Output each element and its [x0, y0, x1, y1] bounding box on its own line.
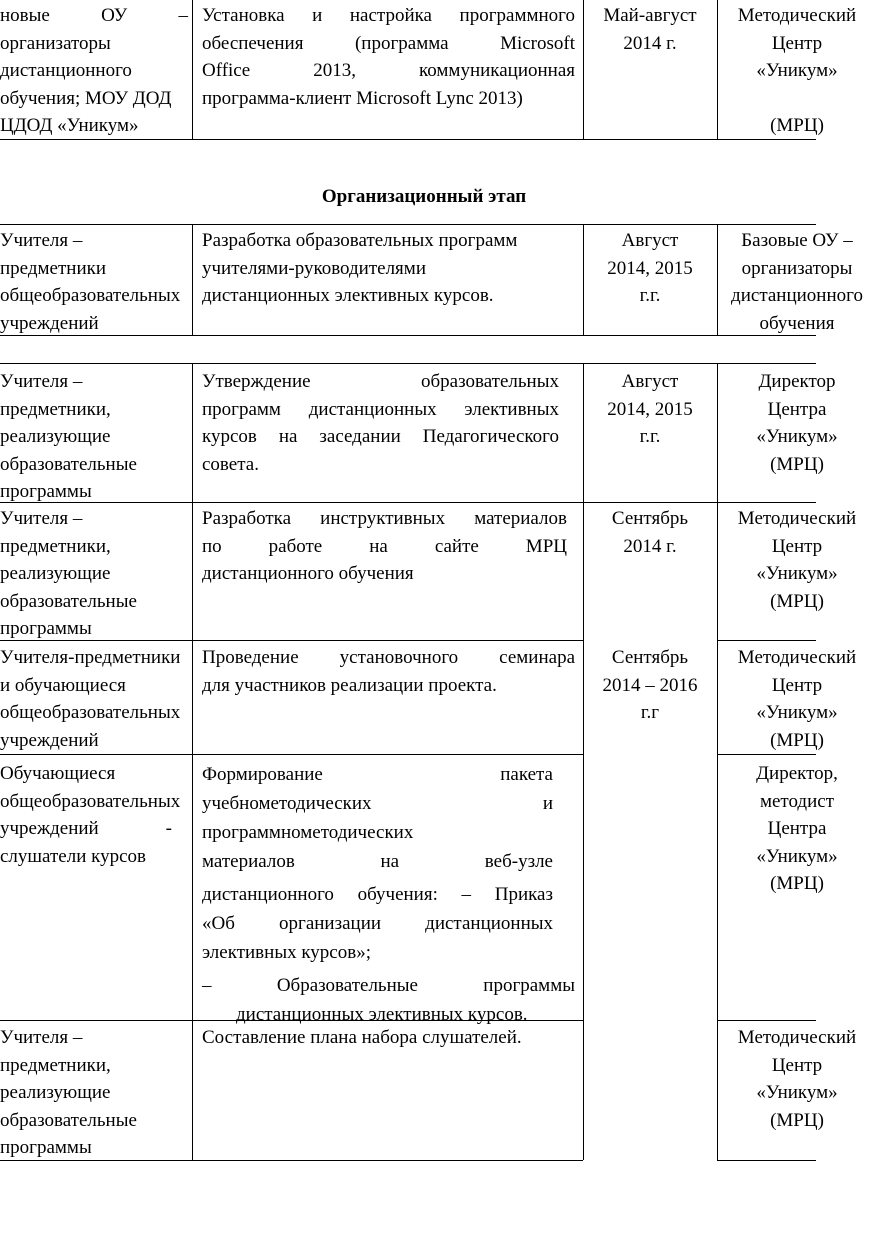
cell-line: Сентябрь [611, 508, 689, 529]
activity-cell [192, 225, 583, 335]
participants-cell [0, 0, 192, 139]
cell-line: общеобразовательных [0, 790, 181, 812]
cell-line: учреждений - [0, 818, 172, 839]
cell-line: Office 2013, коммуникационная [202, 60, 575, 81]
cell-line: программа-клиент Microsoft Lync 2013) [202, 87, 523, 109]
cell-line: общеобразовательных [0, 285, 181, 306]
cell-line: предметники, [0, 535, 111, 557]
cell-line: Базовые ОУ – [741, 230, 853, 251]
cell-line: предметники, [0, 398, 111, 420]
cell-line: дистанционных элективных курсов. [236, 1004, 528, 1025]
responsible-cell [717, 0, 877, 139]
cell-line: Центр [771, 32, 823, 54]
cell-line: предметники, [0, 1054, 111, 1076]
cell-line: Формирование пакета [202, 764, 553, 785]
date-cell [583, 640, 717, 1254]
cell-line: «Уникум» [756, 845, 838, 867]
cell-line: «Уникум» [756, 60, 838, 81]
cell-line: учебнометодических и [202, 793, 553, 814]
responsible-cell [717, 501, 877, 640]
cell-line: дистанционного обучения: – Приказ [202, 884, 553, 905]
cell-line: г.г [640, 702, 660, 723]
activity-cell [192, 364, 583, 502]
cell-line: Учителя – [0, 230, 83, 251]
cell-line: ЦДОД «Уникум» [0, 115, 139, 136]
cell-line: «Уникум» [756, 563, 838, 584]
cell-line: Учителя – [0, 371, 83, 392]
activity-cell [192, 1020, 583, 1160]
cell-line: – Образовательные программы [202, 975, 575, 996]
participants-cell [0, 754, 192, 1020]
cell-line: образовательные [0, 590, 137, 612]
cell-line: Методический [737, 1027, 857, 1048]
responsible-cell [717, 364, 877, 502]
cell-line: (МРЦ) [770, 453, 824, 475]
cell-line: реализующие [0, 1082, 111, 1103]
cell-line: Май-август [603, 5, 697, 26]
table-row [0, 640, 857, 755]
cell-line: Составление плана набора слушателей. [202, 1027, 522, 1048]
cell-line: обучения; МОУ ДОД [0, 87, 172, 109]
cell-line: реализующие [0, 563, 111, 584]
cell-line: 2014 г. [623, 32, 677, 54]
cell-line: программнометодических [202, 822, 414, 843]
cell-line: дистанционного [0, 60, 132, 81]
cell-line: методист [759, 790, 835, 812]
cell-line: г.г. [639, 426, 661, 447]
table-row [0, 501, 857, 641]
cell-line: (МРЦ) [770, 729, 824, 751]
cell-line: Август [621, 371, 679, 392]
cell-line: Методический [737, 508, 857, 529]
activity-cell [192, 754, 583, 1025]
cell-line: элективных курсов»; [202, 942, 371, 963]
participants-cell [0, 640, 192, 754]
cell-line: г.г. [639, 285, 661, 306]
cell-line: образовательные [0, 453, 137, 475]
cell-line: 2014, 2015 [607, 257, 693, 279]
cell-line: «Уникум» [756, 702, 838, 723]
cell-line: учителями-руководителями [202, 257, 426, 279]
cell-line: предметники [0, 257, 107, 279]
activity-cell [192, 501, 583, 640]
cell-line: учреждений [0, 729, 99, 751]
cell-line: Обучающиеся [0, 763, 116, 784]
activity-cell [192, 640, 583, 754]
responsible-cell [717, 754, 877, 1020]
cell-line: организаторы [0, 32, 111, 54]
table-row-software-setup [0, 0, 857, 140]
cell-line: образовательные [0, 1109, 137, 1131]
cell-line: дистанционных элективных курсов. [202, 285, 494, 306]
cell-line: Август [621, 230, 679, 251]
cell-line: обеспечения (программа Microsoft [202, 32, 575, 54]
cell-line: 2014, 2015 [607, 398, 693, 420]
cell-line: Разработка образовательных программ [202, 230, 518, 251]
participants-cell [0, 225, 192, 335]
cell-line: 2014 – 2016 [602, 674, 698, 696]
cell-line: совета. [202, 453, 259, 475]
cell-line: Учителя-предметники [0, 647, 181, 668]
cell-line: «Уникум» [756, 1082, 838, 1103]
date-cell [583, 364, 717, 502]
responsible-cell [717, 1020, 877, 1160]
cell-line: программы [0, 1137, 92, 1158]
cell-line: курсов на заседании Педагогического [202, 426, 559, 447]
cell-line [721, 85, 873, 113]
cell-line: «Об организации дистанционных [202, 913, 553, 934]
cell-line: реализующие [0, 426, 111, 447]
cell-line: Директор, [756, 763, 838, 784]
responsible-cell [717, 640, 877, 754]
cell-line: программы [0, 618, 92, 639]
participants-cell [0, 1020, 192, 1160]
responsible-cell [717, 225, 877, 335]
cell-line: (МРЦ) [770, 873, 824, 894]
cell-line: (МРЦ) [770, 115, 824, 136]
cell-line: Центр [771, 674, 823, 696]
cell-line: программы [0, 481, 92, 502]
cell-line: и обучающиеся [0, 674, 126, 696]
cell-line: обучения [759, 312, 835, 334]
cell-line: слушатели курсов [0, 845, 146, 867]
cell-line: Центра [767, 818, 827, 839]
cell-line: Методический [737, 5, 857, 26]
date-cell [583, 0, 717, 139]
cell-line: дистанционного [731, 285, 863, 306]
cell-line: Учителя – [0, 1027, 83, 1048]
cell-line: дистанционного обучения [202, 563, 414, 584]
cell-line: «Уникум» [756, 426, 838, 447]
table-row [0, 363, 838, 503]
cell-line: программ дистанционных элективных [202, 398, 559, 420]
cell-line: новые ОУ – [0, 5, 188, 26]
cell-line: Проведение установочного семинара [202, 647, 575, 668]
cell-line: учреждений [0, 312, 99, 334]
cell-line: материалов на веб-узле [202, 851, 553, 872]
cell-line: организаторы [741, 257, 853, 279]
cell-line: Разработка инструктивных материалов [202, 508, 567, 529]
cell-line: Учителя – [0, 508, 83, 529]
activity-cell [192, 0, 583, 139]
section-title: Организационный этап [321, 186, 527, 207]
cell-line: Центра [767, 398, 827, 420]
cell-line: 2014 г. [623, 535, 677, 557]
cell-line: для участников реализации проекта. [202, 674, 497, 696]
table-row [0, 224, 863, 336]
date-cell [583, 225, 717, 335]
cell-line: Методический [737, 647, 857, 668]
date-cell [583, 501, 717, 640]
cell-line: Сентябрь [611, 647, 689, 668]
participants-cell [0, 364, 192, 502]
cell-line: (МРЦ) [770, 1109, 824, 1131]
cell-line: Центр [771, 1054, 823, 1076]
cell-line: общеобразовательных [0, 702, 181, 723]
cell-line: (МРЦ) [770, 590, 824, 612]
cell-line: Утверждение образовательных [202, 371, 559, 392]
participants-cell [0, 501, 192, 640]
cell-line: по работе на сайте МРЦ [202, 535, 567, 557]
cell-line: Центр [771, 535, 823, 557]
cell-line: Установка и настройка программного [202, 5, 575, 26]
cell-line: Директор [758, 371, 836, 392]
